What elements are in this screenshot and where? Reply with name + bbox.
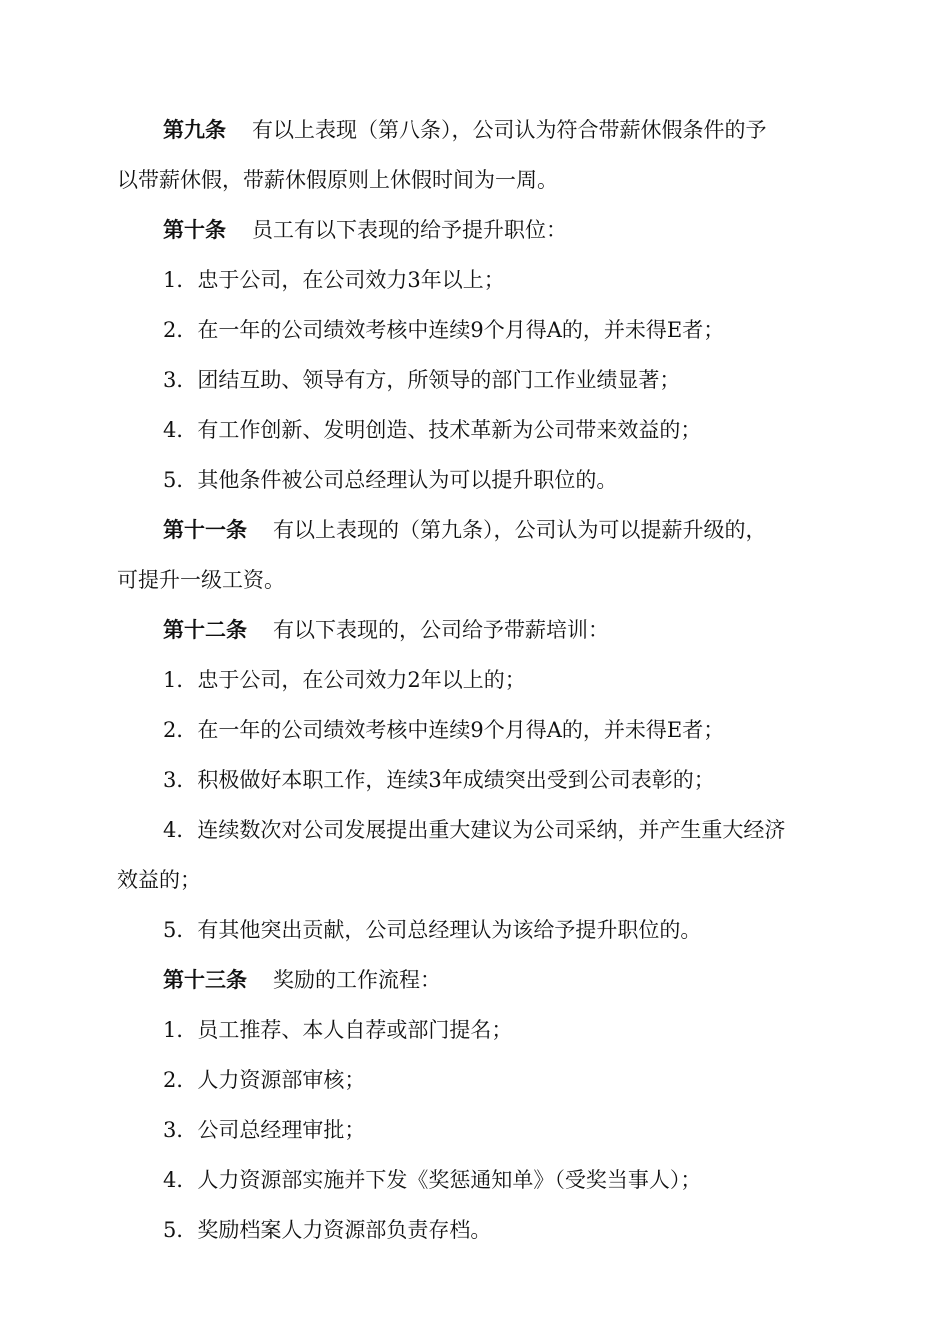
list-item: 4．人力资源部实施并下发《奖惩通知单》（受奖当事人）； — [163, 1168, 702, 1192]
article-heading: 第十二条 — [163, 617, 247, 642]
article-heading: 第十一条 — [163, 517, 247, 542]
list-item: 5．其他条件被公司总经理认为可以提升职位的。 — [163, 468, 618, 492]
article-heading: 第十三条 — [163, 967, 247, 992]
list-item: 3．积极做好本职工作，连续3年成绩突出受到公司表彰的； — [163, 768, 715, 792]
list-item-continuation: 效益的； — [117, 868, 201, 892]
list-item: 3．团结互助、领导有方，所领导的部门工作业绩显著； — [163, 368, 681, 392]
article-10 — [163, 215, 567, 245]
article-9-continuation: 以带薪休假，带薪休假原则上休假时间为一周。 — [117, 168, 558, 192]
list-item: 2．在一年的公司绩效考核中连续9个月得A的，并未得E者； — [163, 318, 725, 342]
list-item: 1．员工推荐、本人自荐或部门提名； — [163, 1018, 513, 1042]
article-heading: 第十条 — [163, 217, 226, 242]
article-11-continuation: 可提升一级工资。 — [117, 568, 285, 592]
article-text: 有以上表现（第八条），公司认为符合带薪休假条件的予 — [252, 118, 767, 142]
list-item: 4．有工作创新、发明创造、技术革新为公司带来效益的； — [163, 418, 702, 442]
article-13 — [163, 965, 441, 995]
article-text: 奖励的工作流程： — [273, 968, 441, 992]
list-item: 5．奖励档案人力资源部负责存档。 — [163, 1218, 492, 1242]
list-item: 5．有其他突出贡献，公司总经理认为该给予提升职位的。 — [163, 918, 702, 942]
article-text: 有以下表现的，公司给予带薪培训： — [273, 618, 609, 642]
list-item: 1．忠于公司，在公司效力2年以上的； — [163, 668, 526, 692]
article-12 — [163, 615, 609, 645]
article-text: 有以上表现的（第九条），公司认为可以提薪升级的， — [273, 518, 767, 542]
list-item: 3．公司总经理审批； — [163, 1118, 366, 1142]
article-9 — [163, 115, 767, 145]
article-text: 员工有以下表现的给予提升职位： — [252, 218, 567, 242]
article-heading: 第九条 — [163, 117, 226, 142]
list-item: 4．连续数次对公司发展提出重大建议为公司采纳，并产生重大经济 — [163, 818, 786, 842]
list-item: 2．人力资源部审核； — [163, 1068, 366, 1092]
article-11 — [163, 515, 767, 545]
list-item: 1．忠于公司，在公司效力3年以上； — [163, 268, 505, 292]
list-item: 2．在一年的公司绩效考核中连续9个月得A的，并未得E者； — [163, 718, 725, 742]
